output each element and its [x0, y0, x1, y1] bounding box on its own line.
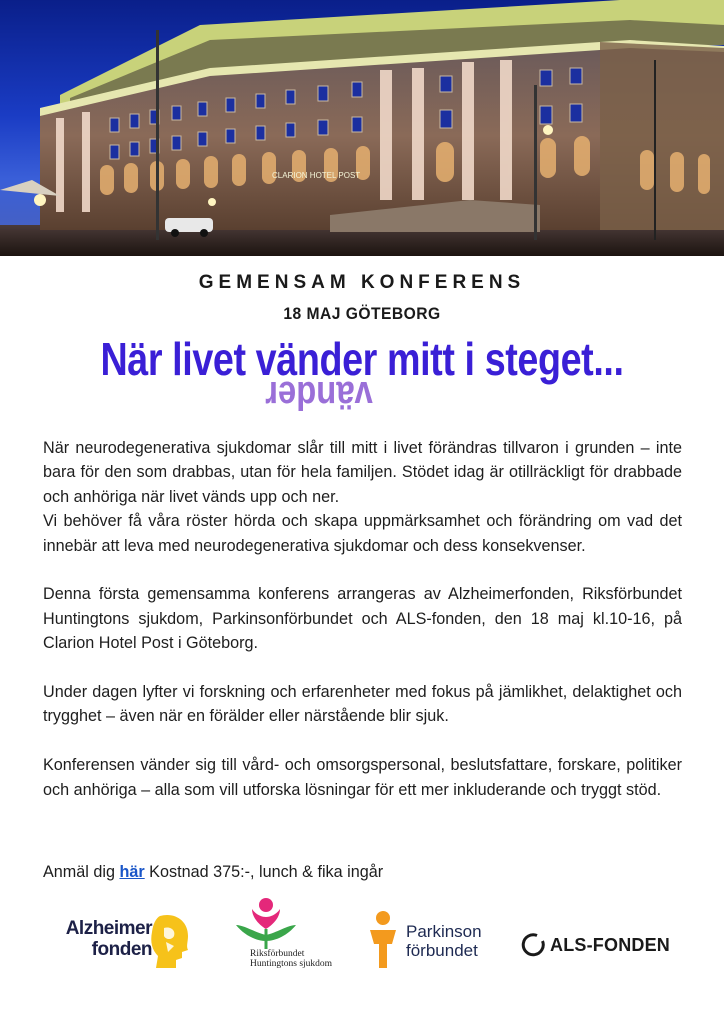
page-title: När livet vänder mitt i steget...: [100, 333, 624, 385]
alzheimerfonden-wordmark: [42, 918, 152, 960]
alzheimerfonden-logo: [42, 912, 192, 972]
conference-kicker: GEMENSAM KONFERENS: [198, 272, 526, 293]
als-fonden-logo: [520, 930, 690, 962]
head-profile-icon: [150, 912, 192, 970]
body-text: [43, 436, 682, 826]
huntington-line2: Huntingtons sjukdom: [250, 959, 333, 969]
paragraph-voices: Vi behöver få våra röster hörda och skapa uppmärksamhet och förändring om vad det innebär att leva med neurodegenerativa sjukdomar och dess konsekvenser.: [43, 512, 682, 555]
register-line: [43, 860, 383, 884]
als-fonden-wordmark: ALS-FONDEN: [550, 935, 670, 955]
open-ring-icon: [520, 932, 546, 958]
alzheimerfonden-line1: Alzheimer: [65, 918, 152, 939]
paragraph-audience: Konferensen vänder sig till vård- och omsorgspersonal, beslutsfattare, forskare, politiker och anhöriga – alla som vill utforska lösningar för ett mer inkluderande och tryggt stöd.: [43, 756, 682, 799]
huntington-wordmark: [250, 949, 332, 969]
huntington-logo: [226, 895, 356, 985]
mirrored-word: vänder: [265, 373, 373, 417]
paragraph-focus: Under dagen lyfter vi forskning och erfarenheter med fokus på jämlikhet, delaktighet och trygghet – även när en förälder eller närstående blir sjuk.: [43, 683, 682, 726]
person-figure-icon: [366, 910, 400, 970]
hotel-sign-text: CLARION HOTEL POST: [272, 171, 361, 180]
paragraph-organizers: Denna första gemensamma konferens arrangeras av Alzheimerfonden, Riksförbundet Huntingtons sjukdom, Parkinsonförbundet och ALS-fonden, den 18 maj kl.10-16, på Clarion Hotel Post i Göteborg.: [43, 585, 682, 653]
hero-photo: [0, 0, 724, 256]
parkinson-line1: Parkinson: [406, 922, 482, 941]
register-prefix: Anmäl dig: [43, 863, 120, 881]
hotel-building-illustration: [0, 0, 724, 256]
parkinson-line2: förbundet: [406, 941, 478, 960]
paragraph-intro: När neurodegenerativa sjukdomar slår till mitt i livet förändras tillvaron i grunden – inte bara för den som drabbas, utan för hela familjen. Stödet idag är otillräckligt för drabbade och anhöriga när livet vänds upp och ner.: [43, 439, 682, 506]
conference-date: 18 MAJ GÖTEBORG: [283, 304, 441, 323]
alzheimerfonden-line2: fonden: [91, 939, 152, 960]
register-cost: Kostnad 375:-, lunch & fika ingår: [144, 863, 384, 881]
huntington-line1: Riksförbundet: [250, 949, 305, 959]
register-link[interactable]: här: [119, 863, 145, 881]
flower-heart-icon: [230, 895, 300, 951]
parkinsonforbundet-logo: [366, 910, 506, 974]
parkinsonforbundet-wordmark: [406, 922, 482, 960]
